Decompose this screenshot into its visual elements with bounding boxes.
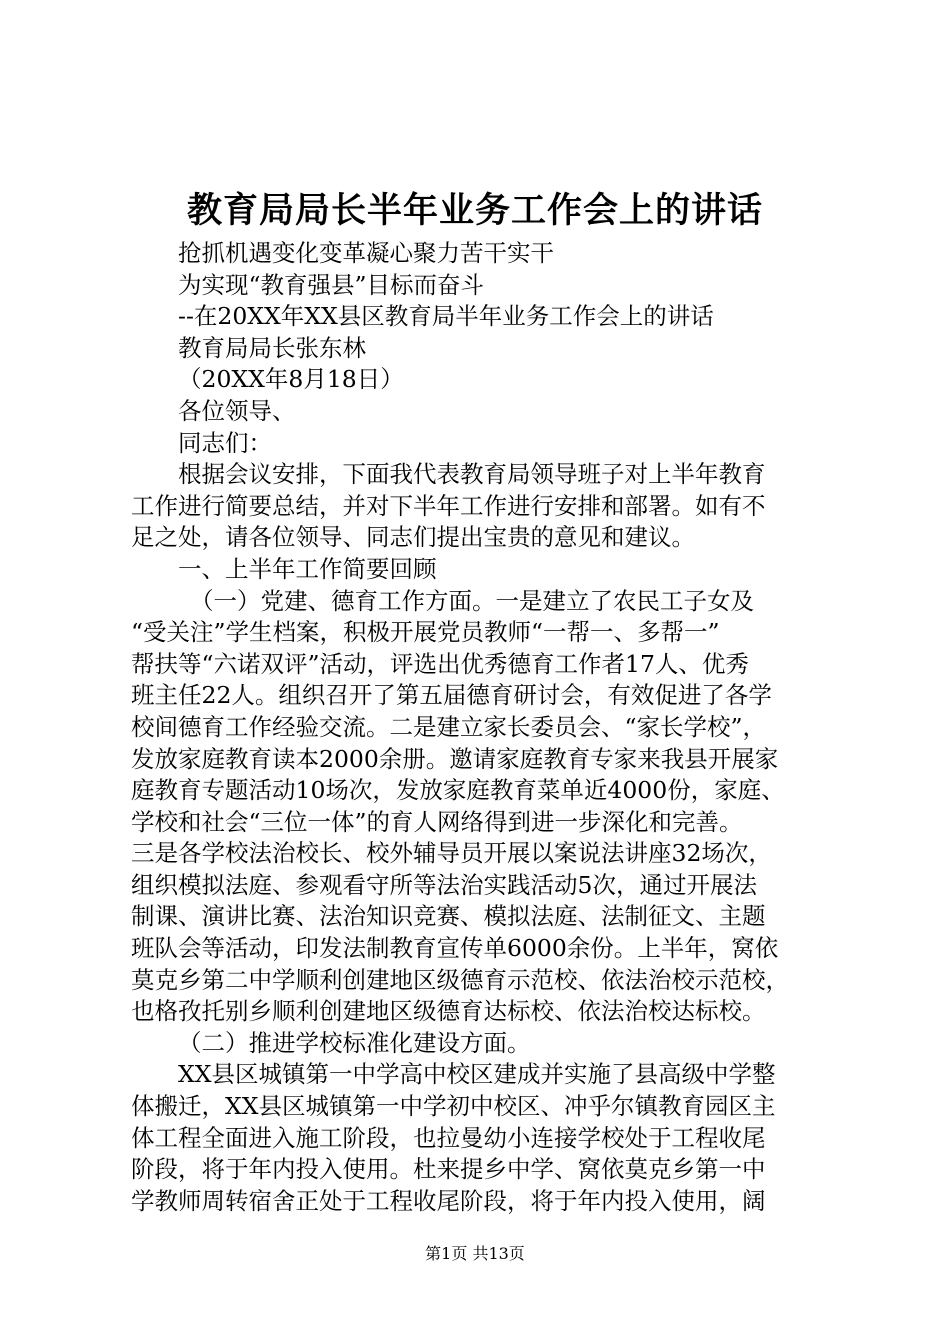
paragraph-line: “受关注”学生档案，积极开展党员教师“一帮一、多帮一”	[131, 618, 720, 647]
salutation-line: 各位领导、	[178, 396, 296, 425]
paragraph-line: 三是各学校法治校长、校外辅导员开展以案说法讲座32场次，	[131, 839, 772, 868]
paragraph-line: 校间德育工作经验交流。二是建立家长委员会、“家长学校”，	[131, 712, 767, 741]
section-heading: （二）推进学校标准化建设方面。	[178, 1028, 531, 1057]
paragraph-line: 班队会等活动，印发法制教育宣传单6000余份。上半年，窝依	[131, 934, 779, 963]
subtitle-line: 抢抓机遇变化变革凝心聚力苦干实干	[178, 239, 554, 267]
paragraph-line: 工作进行简要总结，并对下半年工作进行安排和部署。如有不	[131, 491, 766, 520]
salutation-line: 同志们：	[178, 428, 272, 457]
paragraph-line: 学校和社会“三位一体”的育人网络得到进一步深化和完善。	[131, 807, 743, 836]
paragraph-line: 组织模拟法庭、参观看守所等法治实践活动5次，通过开展法	[131, 870, 757, 899]
paragraph-line: （一）党建、德育工作方面。一是建立了农民工子女及	[190, 586, 754, 615]
paragraph-line: 班主任22人。组织召开了第五届德育研讨会，有效促进了各学	[131, 681, 772, 710]
paragraph-line: 帮扶等“六诺双评”活动，评选出优秀德育工作者17人、优秀	[131, 649, 749, 678]
document-body	[131, 238, 831, 1217]
date-line: （20XX年8月18日）	[178, 365, 404, 394]
paragraph-line: 阶段，将于年内投入使用。杜来提乡中学、窝依莫克乡第一中	[131, 1155, 766, 1184]
paragraph-line: 足之处，请各位领导、同志们提出宝贵的意见和建议。	[131, 523, 695, 552]
occasion-line: --在20XX年XX县区教育局半年业务工作会上的讲话	[178, 302, 714, 331]
paragraph-line: 莫克乡第二中学顺利创建地区级德育示范校、依法治校示范校，	[131, 965, 789, 994]
paragraph-line: 庭教育专题活动10场次，发放家庭教育菜单近4000份，家庭、	[131, 776, 785, 805]
paragraph-line: 也格孜托别乡顺利创建地区级德育达标校、依法治校达标校。	[131, 997, 766, 1026]
page-number: 第1页 共13页	[425, 1244, 525, 1263]
paragraph-line: 制课、演讲比赛、法治知识竞赛、模拟法庭、法制征文、主题	[131, 902, 766, 931]
paragraph-line: XX县区城镇第一中学高中校区建成并实施了县高级中学整	[178, 1060, 776, 1089]
paragraph-line: 发放家庭教育读本2000余册。邀请家庭教育专家来我县开展家	[131, 744, 779, 773]
paragraph-line: 根据会议安排，下面我代表教育局领导班子对上半年教育	[178, 460, 766, 489]
section-heading: 一、上半年工作简要回顾	[178, 554, 437, 583]
subtitle-line: 为实现“教育强县”目标而奋斗	[178, 270, 485, 299]
paragraph-line: 体搬迁，XX县区城镇第一中学初中校区、冲乎尔镇教育园区主	[131, 1092, 776, 1121]
paragraph-line: 体工程全面进入施工阶段，也拉曼幼小连接学校处于工程收尾	[131, 1123, 766, 1152]
document-title: 教育局局长半年业务工作会上的讲话	[186, 190, 763, 231]
paragraph-line: 学教师周转宿舍正处于工程收尾阶段，将于年内投入使用，阔	[131, 1186, 766, 1215]
speaker-line: 教育局局长张东林	[178, 333, 366, 362]
